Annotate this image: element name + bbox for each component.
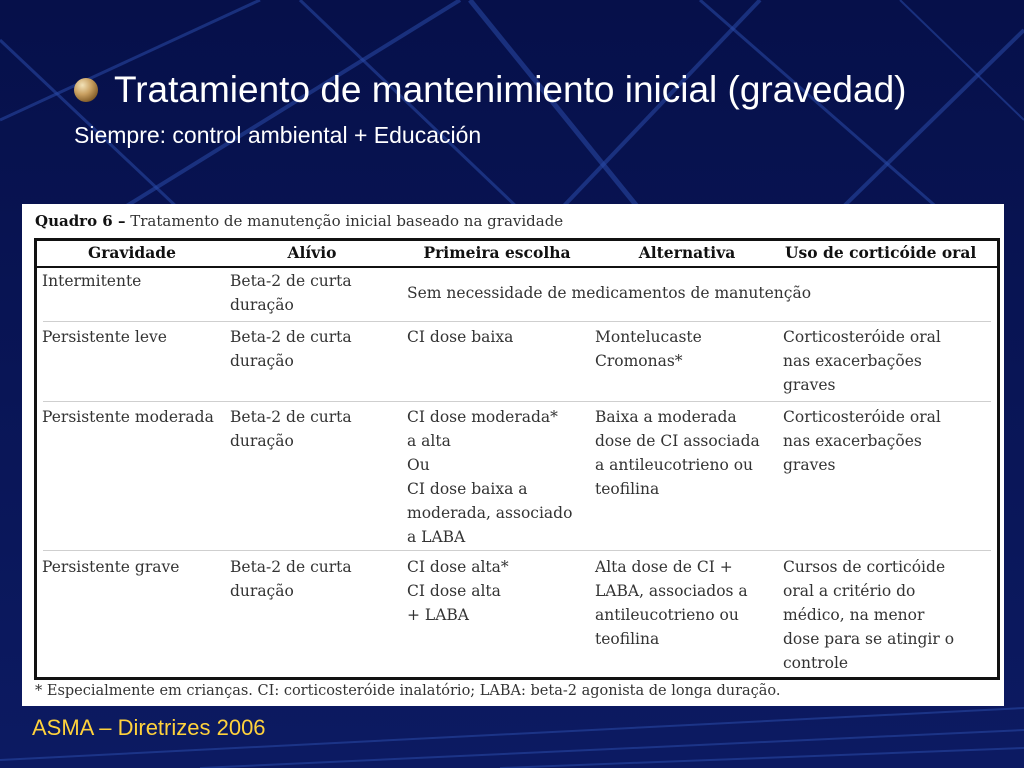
header-divider [37, 266, 997, 268]
row1-gravidade: Intermitente [42, 272, 142, 290]
row2-alivio: Beta-2 de curta duração [230, 328, 352, 370]
header-gravidade: Gravidade [88, 243, 176, 262]
row3-primeira-escolha: CI dose moderada* a alta Ou CI dose baixa a moderada, associado a LABA [407, 408, 573, 546]
row2-corticoide-oral: Corticosteróide oral nas exacerbações graves [783, 328, 941, 394]
header-alternativa: Alternativa [638, 243, 736, 262]
slide-title [74, 68, 906, 112]
table-caption-label: Quadro 6 – [35, 212, 126, 230]
row1-merged-cell: Sem necessidade de medicamentos de manutenção [407, 284, 812, 302]
row3-alternativa: Baixa a moderada dose de CI associada a antileucotrieno ou teofilina [595, 408, 760, 498]
header-alivio: Alívio [287, 243, 337, 262]
row2-primeira-escolha: CI dose baixa [407, 328, 514, 346]
slide-subtitle: Siempre: control ambiental + Educación [74, 122, 482, 148]
row4-primeira-escolha: CI dose alta* CI dose alta + LABA [407, 558, 509, 624]
row3-corticoide-oral: Corticosteróide oral nas exacerbações graves [783, 408, 941, 474]
row3-gravidade: Persistente moderada [42, 408, 214, 426]
treatment-table [34, 238, 1000, 680]
slide-footer: ASMA – Diretrizes 2006 [32, 715, 266, 740]
row3-alivio: Beta-2 de curta duração [230, 408, 352, 450]
row-divider [43, 321, 991, 322]
row-divider [43, 401, 991, 402]
row4-alivio: Beta-2 de curta duração [230, 558, 352, 600]
table-footnote: * Especialmente em crianças. CI: corticosteróide inalatório; LABA: beta-2 agonista de longa duração. [35, 683, 781, 699]
table-image-panel [22, 204, 1004, 706]
row-divider [43, 550, 991, 551]
row1-alivio: Beta-2 de curta duração [230, 272, 352, 314]
row4-gravidade: Persistente grave [42, 558, 180, 576]
header-uso-corticoide-oral: Uso de corticóide oral [785, 243, 977, 262]
row4-alternativa: Alta dose de CI + LABA, associados a antileucotrieno ou teofilina [595, 558, 748, 648]
row4-corticoide-oral: Cursos de corticóide oral a critério do médico, na menor dose para se atingir o controle [783, 558, 955, 672]
bronze-sphere-bullet-icon [74, 78, 98, 102]
row2-alternativa: Montelucaste Cromonas* [595, 328, 702, 370]
table-caption-text: Tratamento de manutenção inicial baseado na gravidade [130, 212, 564, 230]
table-caption [35, 212, 563, 230]
header-primeira-escolha: Primeira escolha [423, 243, 571, 262]
slide-title-text: Tratamiento de mantenimiento inicial (gravedad) [114, 69, 907, 110]
row2-gravidade: Persistente leve [42, 328, 167, 346]
